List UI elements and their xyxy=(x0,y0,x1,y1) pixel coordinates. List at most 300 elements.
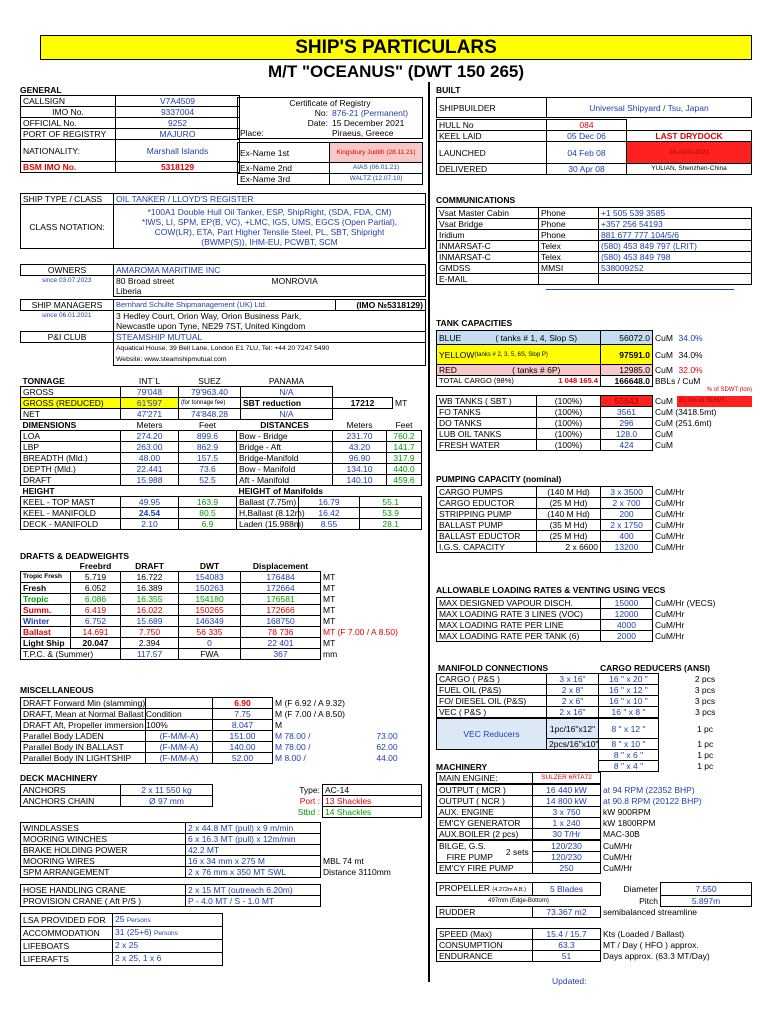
dist-col-meters: Meters xyxy=(346,420,373,430)
machinery-note: at 94 RPM (22352 BHP) xyxy=(603,785,695,795)
distance-feet: 317.9 xyxy=(387,453,422,464)
class-notation-label: CLASS NOTATION: xyxy=(21,205,114,249)
height-meters: 2.10 xyxy=(121,519,179,530)
yellow-tanks-unit: CuM xyxy=(655,349,673,360)
comm-row-label: Vsat Bridge xyxy=(437,219,539,230)
drafts-heading: DRAFTS & DEADWEIGHTS xyxy=(20,551,130,561)
vec-reducer-1: 1pc/16"x12" xyxy=(547,719,599,739)
dim-meters: 15.988 xyxy=(121,475,179,486)
height-feet: 80.5 xyxy=(179,508,237,519)
pump-unit: CuM/Hr xyxy=(655,542,685,552)
blue-tanks-percent: 34.0% xyxy=(678,332,703,343)
misc-unit: M 78.00 / xyxy=(275,731,311,741)
net-label: NET xyxy=(21,409,121,420)
loading-rates-heading: ALLOWABLE LOADING RATES & VENTING USING VECS xyxy=(436,585,666,595)
draft-condition: Ballast xyxy=(21,627,71,638)
table-row xyxy=(21,627,422,638)
reducer-extra-2: 8 " x 10 " xyxy=(599,739,659,750)
stbd-chain-value: 14 Shackles xyxy=(323,807,422,818)
ex-name-3-value: WALTZ (12.07.10) xyxy=(330,174,423,185)
height-feet: 6.9 xyxy=(179,519,237,530)
pump-capacity: 2 x 700 xyxy=(601,498,653,509)
table-row xyxy=(21,953,422,966)
crane-label: PROVISION CRANE ( Aft P/S ) xyxy=(21,896,186,907)
deck-note xyxy=(321,845,422,856)
speed-label: SPEED (Max) xyxy=(437,929,533,940)
table-row xyxy=(21,572,422,583)
distance-meters: 43.20 xyxy=(333,442,387,453)
lub-oil-pct: (100%) xyxy=(537,429,601,440)
table-row xyxy=(437,631,752,642)
ex-name-1-label: Ex-Name 1st xyxy=(238,143,330,163)
pump-unit: CuM/Hr xyxy=(655,520,685,530)
pump-unit: CuM/Hr xyxy=(655,487,685,497)
machinery-note: MAC-30B xyxy=(603,829,640,839)
draft-displacement: 172664 xyxy=(241,583,321,594)
lsa-value-cell xyxy=(113,953,223,966)
draft-freeboard: 6.752 xyxy=(71,616,121,627)
manifold-size: 2 x 16" xyxy=(547,707,599,718)
reducer-size: 16 " x 10 " xyxy=(599,696,659,707)
dim-feet: 862.9 xyxy=(179,442,237,453)
dim-label: LBP xyxy=(21,442,121,453)
main-engine-label: MAIN ENGINE: xyxy=(437,773,533,784)
speed-note: Days approx. (63.3 MT/Day) xyxy=(603,951,710,961)
drafts-section xyxy=(20,551,422,660)
pump-head: (140 M Hd) xyxy=(537,487,601,498)
lub-oil-label: LUB OIL TANKS xyxy=(437,429,537,440)
table-row xyxy=(21,497,422,508)
machinery-note: at 90.8 RPM (20122 BHP) xyxy=(603,796,702,806)
table-row xyxy=(437,598,752,609)
dim-meters: 274.20 xyxy=(121,431,179,442)
manifold-label: CARGO ( P&S ) xyxy=(437,674,547,685)
machinery-value: 1 x 240 xyxy=(533,818,601,829)
pitch-value: 5.897m xyxy=(661,896,752,907)
speed-label: ENDURANCE xyxy=(437,951,533,962)
reducer-extra-1: 8 " x 12 " xyxy=(599,719,659,739)
owners-address-1: 80 Broad street xyxy=(114,276,270,287)
machinery-note: kW 900RPM xyxy=(603,807,651,817)
yellow-tanks-volume: 97591.0 xyxy=(601,345,653,365)
pi-club-name: STEAMSHIP MUTUAL xyxy=(114,332,426,343)
table-row xyxy=(437,807,752,818)
wb-tanks-unit: CuM xyxy=(655,396,673,406)
table-row xyxy=(21,867,422,878)
table-row xyxy=(437,674,752,685)
draft-unit: MT xyxy=(323,638,336,648)
diameter-value: 7.550 xyxy=(661,883,752,896)
callsign-label: CALLSIGN xyxy=(21,96,116,107)
main-engine-value: SULZER 6RTA72 xyxy=(533,773,601,784)
net-panama: N/A xyxy=(241,409,333,420)
misc-value: 52.00 xyxy=(213,753,273,764)
wb-tanks-sdwt: 33.0% of SDWT xyxy=(677,396,753,407)
anchors-chain-label: ANCHORS CHAIN xyxy=(21,796,121,807)
bsm-imo-label: BSM IMO No. xyxy=(21,162,116,173)
class-notation-line-1: *100A1 Double Hull Oil Tanker, ESP, ShipRight, (SDA, FDA, CM) xyxy=(147,206,392,217)
gross-intl: 79'048 xyxy=(121,387,179,398)
loading-unit: CuM/Hr (VECS) xyxy=(655,598,716,608)
sbt-reduction-unit: MT xyxy=(395,398,408,408)
table-row xyxy=(437,509,752,520)
distance-meters: 140.10 xyxy=(333,475,387,486)
keel-laid-label: KEEL LAID xyxy=(437,131,547,142)
lsa-label: LIFERAFTS xyxy=(21,953,113,966)
fire-pump-unit: CuM/Hr xyxy=(603,852,633,862)
tonnage-col-panama: PANAMA xyxy=(268,376,305,386)
red-tanks-label: RED xyxy=(437,365,473,376)
manifold-height-label: H.Ballast (8.12m) xyxy=(237,508,299,519)
manifold-height-meters: 16.79 xyxy=(298,497,360,508)
comm-row-type: Phone xyxy=(539,230,599,241)
drafts-col-draft: DRAFT xyxy=(135,561,164,571)
anchors-label: ANCHORS xyxy=(21,785,121,796)
yellow-tanks-label: YELLOW xyxy=(437,345,473,365)
official-label: OFFICIAL No. xyxy=(21,118,116,129)
pump-label: BALLAST PUMP xyxy=(437,520,537,531)
cert-date-value: 15 December 2021 xyxy=(330,118,423,128)
communications-heading: COMMUNICATIONS xyxy=(436,195,516,205)
dim-meters: 48.00 xyxy=(121,453,179,464)
draft-displacement: 176484 xyxy=(241,572,321,583)
distance-label: Bow - Manifold xyxy=(237,464,333,475)
table-row xyxy=(437,951,752,962)
pi-club-website: Website: www.steamshipmutual.com xyxy=(114,355,426,366)
loading-value: 4000 xyxy=(601,620,653,631)
official-value: 9252 xyxy=(116,118,240,129)
draft-value: 16.389 xyxy=(121,583,179,594)
drafts-col-freeboard: Freebrd xyxy=(79,561,112,571)
distance-meters: 96.90 xyxy=(333,453,387,464)
comm-row-number: +1 505 539 3585 xyxy=(599,208,752,219)
pump-capacity: 13200 xyxy=(601,542,653,553)
draft-condition: Fresh xyxy=(21,583,71,594)
draft-freeboard: 6.419 xyxy=(71,605,121,616)
table-row xyxy=(21,834,422,845)
misc-unit: M 8.00 / xyxy=(275,753,306,763)
email-value[interactable] xyxy=(599,274,752,285)
updated-label: Updated: xyxy=(552,976,587,986)
table-row xyxy=(21,475,422,486)
imo-label: IMO No. xyxy=(21,107,116,118)
ship-managers-since: since 06.01.2021 xyxy=(41,312,92,319)
rudder-note: semibalanced streamline xyxy=(603,907,698,918)
owners-address-2: Liberia xyxy=(114,286,426,297)
dims-col-meters: Meters xyxy=(136,420,163,430)
page-title: SHIP'S PARTICULARS xyxy=(40,35,752,60)
pump-head: 2 x 6600 xyxy=(537,542,601,553)
pitch-label: Pitch xyxy=(639,896,658,906)
reducer-extra-3: 8 " x 6 " xyxy=(599,750,659,761)
gross-reduced-note: (for tonnage fee) xyxy=(179,398,241,409)
imo-value: 9337004 xyxy=(116,107,240,118)
comm-row-label: GMDSS xyxy=(437,263,539,274)
pumping-section xyxy=(436,474,752,553)
crane-value: 2 x 15 MT (outreach 6.20m) xyxy=(186,885,321,896)
deck-label: MOORING WIRES xyxy=(21,856,186,867)
pump-capacity: 200 xyxy=(601,509,653,520)
table-row xyxy=(21,605,422,616)
drydock-date: 26-AUG-2021 xyxy=(627,142,752,164)
draft-unit: MT xyxy=(323,594,336,604)
machinery-value: 30 T/Hr xyxy=(533,829,601,840)
table-row xyxy=(21,453,422,464)
tonnage-heading: TONNAGE xyxy=(22,376,65,386)
deck-label: SPM ARRANGEMENT xyxy=(21,867,186,878)
draft-freeboard: 20.047 xyxy=(71,638,121,649)
distance-feet: 459.6 xyxy=(387,475,422,486)
misc-label: DRAFT Aft, Propeller immersion 100% xyxy=(21,720,146,731)
loading-unit: CuM/Hr xyxy=(655,631,685,641)
blue-tanks-volume: 56072.0 xyxy=(601,331,653,345)
dim-feet: 73.6 xyxy=(179,464,237,475)
dimensions-section xyxy=(20,420,422,486)
fire-pump-label: FIRE PUMP xyxy=(437,852,503,863)
misc-unit: M 78.00 / xyxy=(275,742,311,752)
deck-machinery-heading: DECK MACHINERY xyxy=(20,773,98,783)
lsa-value: 31 (25+6) xyxy=(115,927,152,937)
table-row xyxy=(21,896,422,907)
launched-value: 04 Feb 08 xyxy=(547,142,627,164)
tank-capacities-section xyxy=(436,318,752,451)
net-suez: 74'848.28 xyxy=(179,409,241,420)
lsa-value: 2 x 25 xyxy=(115,940,139,950)
anchor-type-value: AC-14 xyxy=(323,785,422,796)
deck-value: 16 x 34 mm x 275 M xyxy=(186,856,321,867)
comm-row-number: (580) 453 849 798 xyxy=(599,252,752,263)
pump-capacity: 3 x 3500 xyxy=(601,487,653,498)
ship-type-section xyxy=(20,193,426,249)
table-row xyxy=(21,508,422,519)
comm-row-number: 538009252 xyxy=(599,263,752,274)
manifold-height-feet: 53.9 xyxy=(360,508,422,519)
total-cargo-label xyxy=(437,376,601,387)
reducer-qty: 3 pcs xyxy=(695,707,716,717)
lsa-unit: Persons xyxy=(126,917,151,924)
draft-displacement: 22 401 xyxy=(241,638,321,649)
draft-unit: MT (F 7.00 / A 8.50) xyxy=(323,627,398,637)
comm-row-label: INMARSAT-C xyxy=(437,252,539,263)
bilge-label: BILGE, G.S. xyxy=(437,841,503,852)
column-divider xyxy=(428,82,430,982)
draft-freeboard: 14.691 xyxy=(71,627,121,638)
port-registry-value: MAJURO xyxy=(116,129,240,140)
draft-condition: Summ. xyxy=(21,605,71,616)
manifold-label: FUEL OIL (P&S) xyxy=(437,685,547,696)
misc-extra: 62.00 xyxy=(376,742,398,752)
misc-note: (F-M/M-A) xyxy=(146,753,213,764)
table-row xyxy=(21,594,422,605)
comm-row-number: +357 256 54193 xyxy=(599,219,752,230)
delivered-value: 30 Apr 08 xyxy=(547,164,627,175)
height-label: KEEL - TOP MAST xyxy=(21,497,121,508)
reducer-extra-4-qty: 1 pc xyxy=(697,761,714,771)
misc-value: 8.047 xyxy=(213,720,273,731)
fresh-water-volume: 424 xyxy=(601,440,653,451)
misc-extra xyxy=(353,698,422,709)
draft-dwt: FWA xyxy=(179,649,241,660)
stbd-chain-label: Stbd : xyxy=(297,807,320,817)
reducers-heading: CARGO REDUCERS (ANSI) xyxy=(600,663,711,673)
manifold-label: FO/ DIESEL OIL (P&S) xyxy=(437,696,547,707)
cert-place-label: Place: xyxy=(238,128,331,139)
reducer-qty: 3 pcs xyxy=(694,685,716,695)
reducer-extra-4: 8 " x 4 " xyxy=(599,761,659,772)
shipbuilder-label: SHIPBUILDER xyxy=(437,98,547,118)
fo-tanks-pct: (100%) xyxy=(537,407,601,418)
table-row xyxy=(437,940,752,951)
reducer-size: 16 " x 8 " xyxy=(599,707,659,718)
table-row xyxy=(21,519,422,530)
lsa-value: 2 x 25, 1 x 6 xyxy=(115,953,162,963)
draft-dwt: 0 xyxy=(179,638,241,649)
port-chain-label: Port : xyxy=(299,796,320,806)
speed-note: Kts (Loaded / Ballast) xyxy=(603,929,685,939)
comm-row-type: Telex xyxy=(539,241,599,252)
comm-row-number: (580) 453 849 797 (LRIT) xyxy=(599,241,752,252)
misc-unit: M (F 6.92 / A 9.32) xyxy=(275,698,345,708)
delivered-label: DELIVERED xyxy=(437,164,547,175)
deck-value: 6 x 16.3 MT (pull) x 12m/min xyxy=(186,834,321,845)
height-feet: 163.9 xyxy=(179,497,237,508)
loading-label: MAX LOADING RATE PER TANK (6) xyxy=(437,631,601,642)
propeller-note: (4.272m A.B.) xyxy=(492,887,527,893)
red-tanks-note: ( tanks # 6P) xyxy=(473,365,601,376)
deck-note xyxy=(321,834,422,845)
nationality-label: NATIONALITY: xyxy=(21,140,116,162)
speed-value: 63.3 xyxy=(533,940,601,951)
owners-label: OWNERS xyxy=(21,265,114,276)
sbt-reduction-label: SBT reduction xyxy=(241,398,333,409)
ex-name-2-label: Ex-Name 2nd xyxy=(238,163,330,174)
dims-col-feet: Feet xyxy=(198,420,216,430)
port-chain-value: 13 Shackles xyxy=(323,796,422,807)
pump-label: STRIPPING PUMP xyxy=(437,509,537,520)
draft-unit: mm xyxy=(323,649,338,659)
table-row xyxy=(21,823,422,834)
cert-place-value: Piraeus, Greece xyxy=(330,128,423,139)
do-tanks-pct: (100%) xyxy=(537,418,601,429)
pump-label: I.G.S. CAPACITY xyxy=(437,542,537,553)
gross-suez: 79'963.40 xyxy=(179,387,241,398)
ship-managers-address-2: Newcastle upon Tyne, NE29 7ST, United Kingdom xyxy=(114,321,426,332)
table-row xyxy=(21,753,422,764)
propeller-blades: 5 Blades xyxy=(533,883,601,896)
fresh-water-pct: (100%) xyxy=(537,440,601,451)
cert-no-value: 876-21 (Permanent) xyxy=(330,108,423,118)
table-row xyxy=(437,685,752,696)
do-tanks-unit: CuM (251.6mt) xyxy=(655,418,712,428)
misc-label: DRAFT, Mean at Normal Ballast Condition xyxy=(21,709,146,720)
tonnage-col-suez: SUEZ xyxy=(198,376,221,386)
reducer-qty: 2 pcs xyxy=(694,674,716,684)
manifold-heading: MANIFOLD CONNECTIONS xyxy=(438,663,549,673)
cert-date-label: Date: xyxy=(238,118,331,128)
comm-row-label: INMARSAT-C xyxy=(437,241,539,252)
draft-displacement: 367 xyxy=(241,649,321,660)
manifold-label: VEC ( P&S ) xyxy=(437,707,547,718)
fo-tanks-volume: 3561 xyxy=(601,407,653,418)
reducer-size: 16 " x 20 " xyxy=(599,674,659,685)
emcy-fire-pump-label: EM'CY FIRE PUMP xyxy=(437,863,533,874)
height-label: KEEL - MANIFOLD xyxy=(21,508,121,519)
fresh-water-label: FRESH WATER xyxy=(437,440,537,451)
table-row xyxy=(21,709,422,720)
deck-value: 42.2 MT xyxy=(186,845,321,856)
manifold-height-meters: 16.42 xyxy=(298,508,360,519)
manifold-size: 3 x 16" xyxy=(547,674,599,685)
draft-freeboard: 6.086 xyxy=(71,594,121,605)
yellow-tanks-percent: 34.0% xyxy=(678,349,703,360)
pi-club-label: P&I CLUB xyxy=(21,332,114,343)
pump-unit: CuM/Hr xyxy=(655,509,685,519)
red-tanks-unit: CuM xyxy=(655,365,673,375)
miscellaneous-heading: MISCELLANEOUS xyxy=(20,685,94,695)
misc-extra xyxy=(353,709,422,720)
vec-reducers-label: VEC Reducers xyxy=(437,719,547,750)
ship-managers-imo: (IMO №5318129) xyxy=(336,300,426,311)
comm-row-label: Vsat Master Cabin xyxy=(437,208,539,219)
distance-feet: 760.2 xyxy=(387,431,422,442)
lsa-unit: Persons xyxy=(154,930,178,937)
tonnage-col-intl: INT`L xyxy=(138,376,161,386)
ship-type-value: OIL TANKER / LLOYD'S REGISTER xyxy=(114,194,426,205)
total-cargo-text: TOTAL CARGO (98%) xyxy=(439,376,514,385)
dimensions-heading: DIMENSIONS xyxy=(22,420,77,430)
ship-type-label: SHIP TYPE / CLASS xyxy=(21,194,114,205)
comm-row-number: 881 677 777 104/5/6 xyxy=(599,230,752,241)
bsm-imo-value: 5318129 xyxy=(116,162,240,173)
sbt-reduction-value: 17212 xyxy=(333,398,393,409)
draft-displacement: 78 736 xyxy=(241,627,321,638)
email-underline xyxy=(546,289,734,290)
pump-capacity: 400 xyxy=(601,531,653,542)
draft-value: 16.022 xyxy=(121,605,179,616)
draft-freeboard: 6.052 xyxy=(71,583,121,594)
reducer-qty: 3 pcs xyxy=(694,696,716,706)
total-cargo-bbls: 1 048 165.4 xyxy=(558,376,598,385)
pump-capacity: 2 x 1750 xyxy=(601,520,653,531)
dim-feet: 899.6 xyxy=(179,431,237,442)
table-row xyxy=(21,927,422,940)
misc-extra: 73.00 xyxy=(376,731,398,741)
pumping-heading: PUMPING CAPACITY (nominal) xyxy=(436,474,562,484)
do-tanks-label: DO TANKS xyxy=(437,418,537,429)
table-row xyxy=(437,487,752,498)
tonnage-section xyxy=(20,376,426,420)
owners-name: AMAROMA MARITIME INC xyxy=(114,265,426,276)
dim-feet: 52.5 xyxy=(179,475,237,486)
draft-unit: MT xyxy=(323,616,336,626)
height-heading: HEIGHT xyxy=(22,486,55,496)
pump-head: (25 M Hd) xyxy=(537,531,601,542)
rudder-value: 73.367 m2 xyxy=(533,907,601,918)
bilge-unit: CuM/Hr xyxy=(603,841,633,851)
deck-machinery-section xyxy=(20,773,422,966)
dim-label: DRAFT xyxy=(21,475,121,486)
table-row xyxy=(437,520,752,531)
distance-label: Aft - Manifold xyxy=(237,475,333,486)
manifold-height-feet: 55.1 xyxy=(360,497,422,508)
total-cargo-cum: 166648.0 xyxy=(601,376,653,387)
comm-row-type: Phone xyxy=(539,208,599,219)
machinery-label: OUTPUT ( NCR ) xyxy=(437,796,533,807)
draft-condition: Tropic xyxy=(21,594,71,605)
loading-label: MAX LOADING RATE 3 LINES (VOC) xyxy=(437,609,601,620)
height-label: DECK - MANIFOLD xyxy=(21,519,121,530)
red-tanks-percent: 32.0% xyxy=(678,365,703,375)
